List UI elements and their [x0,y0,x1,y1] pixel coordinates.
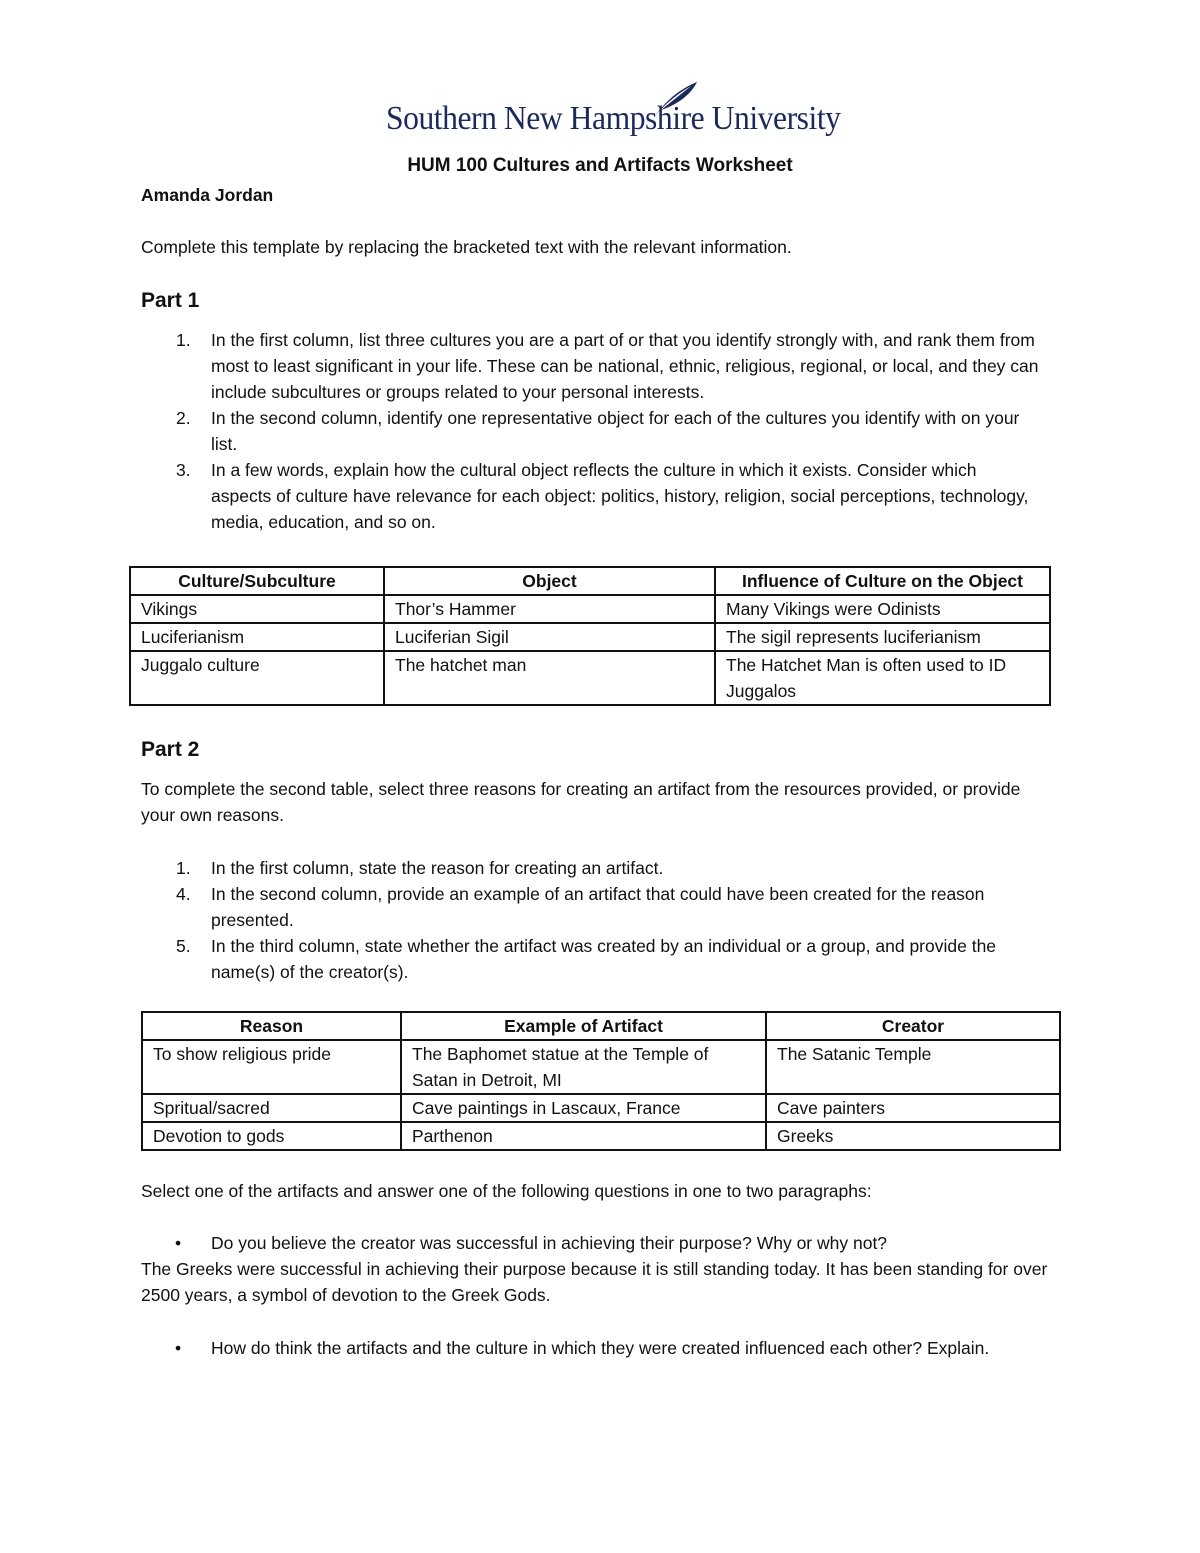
select-prompt: Select one of the artifacts and answer one of the following questions in one to two paragraphs: [141,1181,872,1201]
header-creator: Creator [766,1012,1060,1040]
part2-steps [141,855,1041,985]
logo-text: Southern New Hampshire University [386,100,841,137]
table-header-row [130,567,1050,595]
university-logo [386,80,841,150]
cultures-table [129,566,1051,706]
table-cell: Spritual/sacred [142,1094,401,1122]
table-cell: The hatchet man [384,651,715,705]
question-1: Do you believe the creator was successful in achieving their purpose? Why or why not? [211,1233,888,1253]
bullet-icon: • [175,1233,182,1253]
author-name: Amanda Jordan [141,185,274,205]
table-cell: Juggalo culture [130,651,384,705]
table-cell: Devotion to gods [142,1122,401,1150]
question1-list [141,1230,1041,1256]
table-cell: Luciferianism [130,623,384,651]
table-cell: Cave paintings in Lascaux, France [401,1094,766,1122]
header-culture: Culture/Subculture [130,567,384,595]
bullet-icon: • [175,1338,182,1358]
worksheet-title: HUM 100 Cultures and Artifacts Worksheet [407,155,793,176]
table-row [142,1094,1060,1122]
part1-steps [141,327,1041,535]
table-cell: The sigil represents luciferianism [715,623,1050,651]
table-cell: The Baphomet statue at the Temple of Satan in Detroit, MI [401,1040,766,1094]
list-item: 1. In the first column, list three cultures you are a part of or that you identify strongly with, and rank them from most to least significant in your life. These can be national, ethnic, religious, regional, or local, and they can include subcultures or groups related to your personal interests. [176,330,1039,402]
table-cell: Parthenon [401,1122,766,1150]
answer-paragraph: The Greeks were successful in achieving their purpose because it is still standing today. It has been standing for over 2500 years, a symbol of devotion to the Greek Gods. [141,1259,1048,1305]
table-cell: Many Vikings were Odinists [715,595,1050,623]
list-item: 5. In the third column, state whether the artifact was created by an individual or a group, and provide the name(s) of the creator(s). [176,936,997,982]
list-item [141,1335,1041,1361]
artifacts-table [141,1011,1061,1151]
table-cell: Greeks [766,1122,1060,1150]
part2-heading: Part 2 [141,738,200,761]
list-item: 3. In a few words, explain how the cultural object reflects the culture in which it exists. Consider which aspects of culture have relevance for each object: politics, history, religion, social perceptions, technology, media, education, and so on. [176,460,1029,532]
header-object: Object [384,567,715,595]
table-cell: To show religious pride [142,1040,401,1094]
intro-text: Complete this template by replacing the bracketed text with the relevant information. [141,237,792,257]
part1-heading: Part 1 [141,289,200,312]
table-cell: Luciferian Sigil [384,623,715,651]
feather-icon [651,80,699,120]
table-cell: Vikings [130,595,384,623]
table-row [142,1040,1060,1094]
header-influence: Influence of Culture on the Object [715,567,1050,595]
table-cell: Cave painters [766,1094,1060,1122]
list-item [141,1230,1041,1256]
table-row [130,623,1050,651]
table-cell: The Satanic Temple [766,1040,1060,1094]
header-example: Example of Artifact [401,1012,766,1040]
table-row [142,1122,1060,1150]
table-row [130,595,1050,623]
table-cell: The Hatchet Man is often used to ID Juggalos [715,651,1050,705]
list-item: 1. In the first column, state the reason for creating an artifact. [176,858,664,878]
question-2: How do think the artifacts and the culture in which they were created influenced each other? Explain. [211,1338,990,1358]
list-item: 2. In the second column, identify one representative object for each of the cultures you identify with on your list. [176,408,1020,454]
list-item: 4. In the second column, provide an example of an artifact that could have been created for the reason presented. [176,884,985,930]
header-reason: Reason [142,1012,401,1040]
question2-list [141,1335,1041,1361]
table-row [130,651,1050,705]
table-header-row [142,1012,1060,1040]
table-cell: Thor’s Hammer [384,595,715,623]
part2-intro: To complete the second table, select three reasons for creating an artifact from the resources provided, or provide your own reasons. [141,779,1021,825]
